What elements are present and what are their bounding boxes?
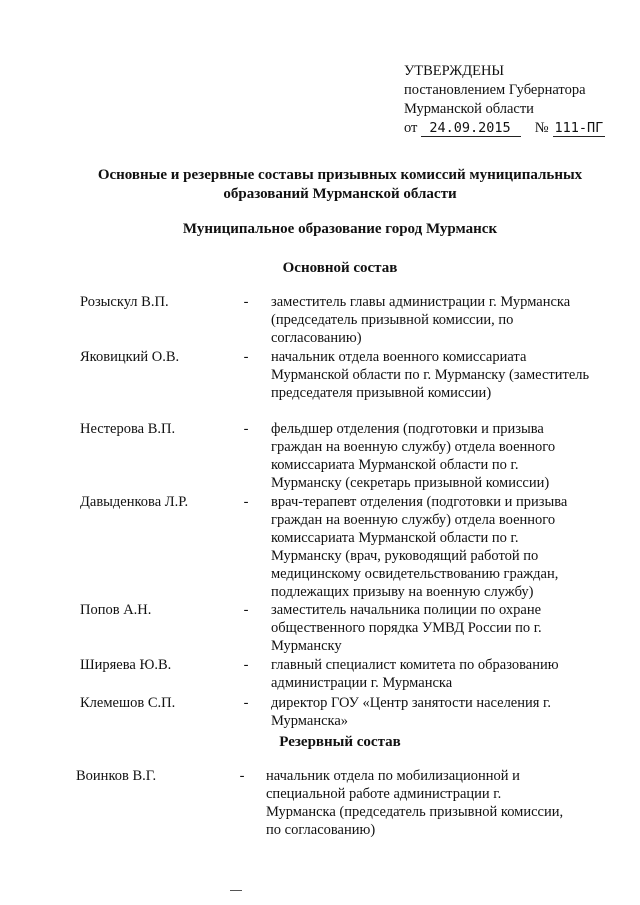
- approval-block: [404, 62, 605, 138]
- document-title: [60, 166, 620, 204]
- page-mark: [230, 890, 242, 891]
- member-row: [0, 293, 640, 348]
- member-role: фельдшер отделения (подготовки и призыва граждан на военную службу) отдела военного комиссариата Мурманской области по г. Мурманску (секретарь призывной комиссии): [271, 421, 556, 491]
- member-row: [0, 694, 640, 734]
- main-section-heading: Основной состав: [282, 260, 398, 276]
- municipality-heading: Муниципальное образование город Мурманск: [182, 221, 498, 237]
- approval-title: УТВЕРЖДЕНЫ: [404, 63, 505, 79]
- date-prefix: от: [404, 120, 418, 136]
- member-dash: -: [243, 494, 249, 510]
- main-members-list: [0, 293, 640, 734]
- member-row: [0, 493, 640, 601]
- member-dash: -: [243, 657, 249, 673]
- member-dash: -: [243, 421, 249, 437]
- member-name: Ширяева Ю.В.: [80, 657, 172, 673]
- member-dash: -: [243, 349, 249, 365]
- member-dash: -: [243, 695, 249, 711]
- member-name: Нестерова В.П.: [80, 421, 176, 437]
- member-role: начальник отдела по мобилизационной и специальной работе администрации г. Мурманска (председатель призывной комиссии, по согласованию): [266, 768, 564, 838]
- approval-line-region: Мурманской области: [404, 101, 534, 117]
- member-dash: -: [239, 768, 245, 784]
- document-title-line-1: Основные и резервные составы призывных комиссий муниципальных: [97, 167, 583, 183]
- member-role: заместитель главы администрации г. Мурманска (председатель призывной комиссии, по согласованию): [271, 294, 571, 346]
- approval-date: 24.09.2015: [421, 120, 520, 137]
- member-row: [0, 601, 640, 656]
- member-row: [0, 656, 640, 694]
- member-role: врач-терапевт отделения (подготовки и призыва граждан на военную службу) отдела военного комиссариата Мурманской области по г. Мурманску (врач, руководящий работой по медицинскому освидетельствованию граждан, подлежащих призыву на военную службу): [271, 494, 568, 600]
- reserve-section-heading: Резервный состав: [279, 734, 401, 750]
- member-role: директор ГОУ «Центр занятости населения г. Мурманска»: [271, 695, 551, 729]
- member-role: начальник отдела военного комиссариата Мурманской области по г. Мурманску (заместитель председателя призывной комиссии): [271, 349, 590, 401]
- member-role: главный специалист комитета по образованию администрации г. Мурманска: [271, 657, 559, 691]
- member-name: Розыскул В.П.: [80, 294, 169, 310]
- number-label: №: [534, 120, 549, 136]
- reserve-members-list: [0, 767, 640, 847]
- member-row: [0, 348, 640, 420]
- approval-date-line: [404, 119, 605, 138]
- document-title-line-2: образований Мурманской области: [223, 186, 457, 202]
- member-name: Давыденкова Л.Р.: [80, 494, 189, 510]
- approval-number: 111-ПГ: [554, 120, 604, 136]
- member-name: Клемешов С.П.: [80, 695, 176, 711]
- member-name: Попов А.Н.: [80, 602, 152, 618]
- member-name: Яковицкий О.В.: [80, 349, 180, 365]
- approval-line-governor: постановлением Губернатора: [404, 82, 586, 98]
- member-dash: -: [243, 602, 249, 618]
- member-row: [0, 420, 640, 493]
- member-role: заместитель начальника полиции по охране общественного порядка УМВД России по г. Мурманску: [271, 602, 542, 654]
- member-name: Воинков В.Г.: [76, 768, 157, 784]
- member-dash: -: [243, 294, 249, 310]
- member-row: [0, 767, 640, 847]
